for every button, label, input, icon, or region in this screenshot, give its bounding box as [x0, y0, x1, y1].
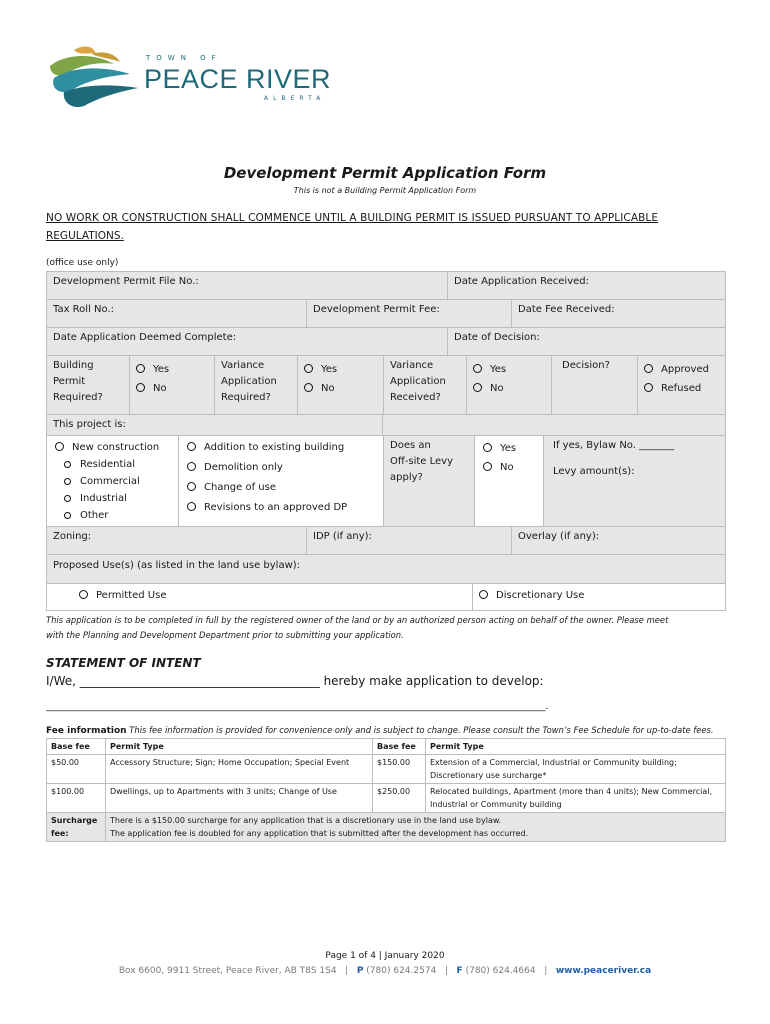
date-complete-field[interactable]	[46, 327, 448, 356]
levy-amount-label: Levy amount(s):	[553, 466, 635, 477]
residential-label: Residential	[80, 459, 136, 470]
no-label: No	[153, 383, 167, 394]
radio-icon[interactable]	[473, 383, 482, 392]
fee-header-base-2: Base fee	[373, 739, 426, 755]
addition-option[interactable]	[187, 438, 375, 458]
idp-field[interactable]	[306, 526, 512, 555]
decision-refused[interactable]	[644, 381, 719, 397]
footer-separator: |	[345, 966, 349, 976]
revisions-label: Revisions to an approved DP	[204, 502, 348, 513]
no-label: No	[321, 383, 335, 394]
no-label: No	[500, 462, 514, 473]
fax-label: F	[456, 966, 463, 976]
offsite-label-3: apply?	[390, 472, 423, 483]
building-permit-label-1: Building	[53, 360, 94, 371]
warning-line-1: NO WORK OR CONSTRUCTION SHALL COMMENCE UNTIL A BUILDING PERMIT IS ISSUED PURSUANT TO APPLICABLE	[46, 212, 659, 224]
sub-radio-icon[interactable]	[64, 495, 71, 502]
radio-icon[interactable]	[644, 383, 653, 392]
project-type-right	[178, 435, 384, 527]
sub-radio-icon[interactable]	[64, 461, 71, 468]
date-fee-received-field[interactable]	[511, 299, 726, 328]
yes-label: Yes	[321, 364, 338, 375]
fee-info-label: Fee information	[46, 726, 127, 736]
refused-label: Refused	[661, 383, 702, 394]
sub-radio-icon[interactable]	[64, 478, 71, 485]
statement-heading: STATEMENT OF INTENT	[46, 656, 201, 670]
completion-note-1: This application is to be completed in full by the registered owner of the land or by an authorized person acting on behalf of the owner. Please meet	[46, 615, 669, 625]
no-label: No	[490, 383, 504, 394]
fee-cell: $150.00	[373, 755, 426, 784]
radio-icon[interactable]	[473, 364, 482, 373]
radio-icon[interactable]	[479, 590, 488, 599]
permitted-use-label: Permitted Use	[96, 590, 167, 601]
tax-roll-label: Tax Roll No.:	[53, 304, 115, 315]
intent-blank-line[interactable]: ________________________________________________________________________________________________________.	[46, 701, 549, 712]
surcharge-line-1: There is a $150.00 surcharge for any application that is a discretionary use in the land use bylaw.	[110, 816, 502, 825]
radio-icon[interactable]	[187, 442, 196, 451]
proposed-use-field[interactable]	[46, 554, 726, 584]
surcharge-label: Surcharge fee:	[47, 813, 106, 842]
fee-cell: $50.00	[47, 755, 106, 784]
footer-contact	[0, 966, 770, 976]
peace-river-logo-icon	[44, 44, 140, 110]
variance-req-label-3: Required?	[221, 392, 271, 403]
residential-option[interactable]	[55, 456, 170, 473]
fee-header-type-1: Permit Type	[106, 739, 373, 755]
new-construction-option[interactable]	[55, 439, 170, 456]
commercial-option[interactable]	[55, 473, 170, 490]
zoning-label: Zoning:	[53, 531, 92, 542]
yes-label: Yes	[500, 443, 517, 454]
radio-icon[interactable]	[644, 364, 653, 373]
decision-approved[interactable]	[644, 362, 719, 378]
fee-header-base-1: Base fee	[47, 739, 106, 755]
dp-fee-label: Development Permit Fee:	[313, 304, 440, 315]
new-construction-label: New construction	[72, 442, 160, 453]
offsite-levy-cell	[383, 435, 475, 527]
idp-label: IDP (if any):	[313, 531, 372, 542]
variance-rec-label-2: Application	[390, 376, 446, 387]
fee-disclaimer: This fee information is provided for convenience only and is subject to change. Please consult the Town’s Fee Schedule for up-to-date fees.	[129, 725, 714, 735]
variance-req-label-1: Variance	[221, 360, 265, 371]
radio-icon[interactable]	[483, 443, 492, 452]
offsite-no[interactable]	[483, 458, 535, 477]
dp-file-no-label: Development Permit File No.:	[53, 276, 199, 287]
office-use-label: (office use only)	[46, 258, 119, 268]
radio-icon[interactable]	[136, 383, 145, 392]
fee-cell: Relocated buildings, Apartment (more than 4 units); New Commercial, Industrial or Community building	[426, 784, 726, 813]
levy-details-cell[interactable]	[543, 435, 726, 527]
date-received-label: Date Application Received:	[454, 276, 589, 287]
variance-req-yes[interactable]	[304, 362, 377, 378]
footer-separator: |	[444, 966, 448, 976]
date-complete-label: Date Application Deemed Complete:	[53, 332, 237, 343]
surcharge-line-2: The application fee is doubled for any application that is submitted after the development has occurred.	[110, 829, 529, 838]
building-permit-no[interactable]	[136, 381, 208, 397]
fee-cell: Extension of a Commercial, Industrial or Community building; Discretionary use surcharge*	[426, 755, 726, 784]
phone-label: P	[356, 966, 364, 976]
radio-icon[interactable]	[304, 364, 313, 373]
logo-province: ALBERTA	[264, 95, 326, 102]
commercial-label: Commercial	[80, 476, 140, 487]
other-label: Other	[80, 510, 109, 521]
building-permit-yes[interactable]	[136, 362, 208, 378]
radio-icon[interactable]	[187, 462, 196, 471]
radio-icon[interactable]	[79, 590, 88, 599]
surcharge-text	[106, 813, 726, 842]
offsite-label-2: Off-site Levy	[390, 456, 453, 467]
overlay-label: Overlay (if any):	[518, 531, 600, 542]
fee-info-line	[46, 725, 714, 736]
approved-label: Approved	[661, 364, 709, 375]
fee-cell: $250.00	[373, 784, 426, 813]
fee-table-header	[47, 739, 726, 755]
variance-req-label-2: Application	[221, 376, 277, 387]
variance-req-no[interactable]	[304, 381, 377, 397]
fee-row	[47, 784, 726, 813]
project-type-header	[46, 414, 383, 436]
completion-note-2: with the Planning and Development Department prior to submitting your application.	[46, 630, 404, 640]
date-decision-label: Date of Decision:	[454, 332, 540, 343]
date-fee-received-label: Date Fee Received:	[518, 304, 615, 315]
dp-fee-field[interactable]	[306, 299, 512, 328]
footer-website-link[interactable]: www.peaceriver.ca	[555, 966, 652, 976]
fee-table	[46, 738, 726, 842]
discretionary-use-label: Discretionary Use	[496, 590, 585, 601]
variance-rec-yes[interactable]	[473, 362, 545, 378]
radio-icon[interactable]	[304, 383, 313, 392]
footer-address: Box 6600, 9911 Street, Peace River, AB T8S 1S4	[118, 966, 337, 976]
fee-cell: $100.00	[47, 784, 106, 813]
sub-radio-icon[interactable]	[64, 512, 71, 519]
change-use-option[interactable]	[187, 478, 375, 498]
project-is-label: This project is:	[53, 419, 126, 430]
radio-icon[interactable]	[483, 462, 492, 471]
date-received-field[interactable]	[447, 271, 726, 300]
use-type-right	[472, 583, 726, 611]
logo-name: PEACE RIVER	[144, 64, 332, 94]
overlay-field[interactable]	[511, 526, 726, 555]
other-option[interactable]	[55, 507, 170, 524]
project-type-header-right	[383, 414, 726, 436]
fee-row	[47, 755, 726, 784]
variance-rec-label-3: Received?	[390, 392, 441, 403]
radio-icon[interactable]	[187, 502, 196, 511]
dp-file-no-field[interactable]	[46, 271, 448, 300]
offsite-levy-options	[474, 435, 544, 527]
project-type-left	[46, 435, 179, 527]
footer-phone: (780) 624.2574	[366, 966, 437, 976]
building-permit-cell	[46, 355, 130, 415]
variance-required-options	[297, 355, 384, 415]
page-title: Development Permit Application Form	[223, 164, 547, 182]
offsite-yes[interactable]	[483, 439, 535, 458]
intent-line[interactable]: I/We, ________________________________________ hereby make application to develop:	[46, 674, 544, 688]
change-use-label: Change of use	[204, 482, 276, 493]
date-decision-field[interactable]	[447, 327, 726, 356]
proposed-use-label: Proposed Use(s) (as listed in the land use bylaw):	[53, 560, 301, 571]
fee-header-type-2: Permit Type	[426, 739, 726, 755]
yes-label: Yes	[490, 364, 507, 375]
surcharge-row	[47, 813, 726, 842]
building-permit-options	[129, 355, 215, 415]
radio-icon[interactable]	[187, 482, 196, 491]
fee-cell: Accessory Structure; Sign; Home Occupation; Special Event	[106, 755, 373, 784]
decision-cell	[551, 355, 638, 415]
offsite-label-1: Does an	[390, 440, 431, 451]
zoning-field[interactable]	[46, 526, 307, 555]
revisions-option[interactable]	[187, 498, 375, 518]
page-subtitle: This is not a Building Permit Application Form	[293, 186, 477, 195]
industrial-option[interactable]	[55, 490, 170, 507]
footer-fax: (780) 624.4664	[465, 966, 536, 976]
variance-rec-label-1: Variance	[390, 360, 434, 371]
warning-line-2: REGULATIONS.	[46, 230, 124, 242]
decision-label: Decision?	[562, 360, 610, 371]
yes-label: Yes	[153, 364, 170, 375]
radio-icon[interactable]	[136, 364, 145, 373]
demolition-option[interactable]	[187, 458, 375, 478]
radio-icon[interactable]	[55, 442, 64, 451]
building-permit-label-3: Required?	[53, 392, 103, 403]
decision-options	[637, 355, 726, 415]
tax-roll-field[interactable]	[46, 299, 307, 328]
variance-received-options	[466, 355, 552, 415]
industrial-label: Industrial	[80, 493, 127, 504]
bylaw-no-label: If yes, Bylaw No. _______	[553, 440, 675, 451]
fee-cell: Dwellings, up to Apartments with 3 units; Change of Use	[106, 784, 373, 813]
variance-received-cell	[383, 355, 467, 415]
logo-town-of: TOWN OF	[146, 54, 222, 62]
demolition-label: Demolition only	[204, 462, 283, 473]
use-type-left	[46, 583, 473, 611]
addition-label: Addition to existing building	[204, 442, 345, 453]
building-permit-label-2: Permit	[53, 376, 86, 387]
page-number: Page 1 of 4 | January 2020	[325, 951, 445, 961]
variance-rec-no[interactable]	[473, 381, 545, 397]
discretionary-use-option[interactable]	[479, 586, 725, 606]
permitted-use-option[interactable]	[79, 586, 472, 606]
town-logo	[44, 44, 334, 114]
variance-required-cell	[214, 355, 298, 415]
footer-separator: |	[544, 966, 548, 976]
